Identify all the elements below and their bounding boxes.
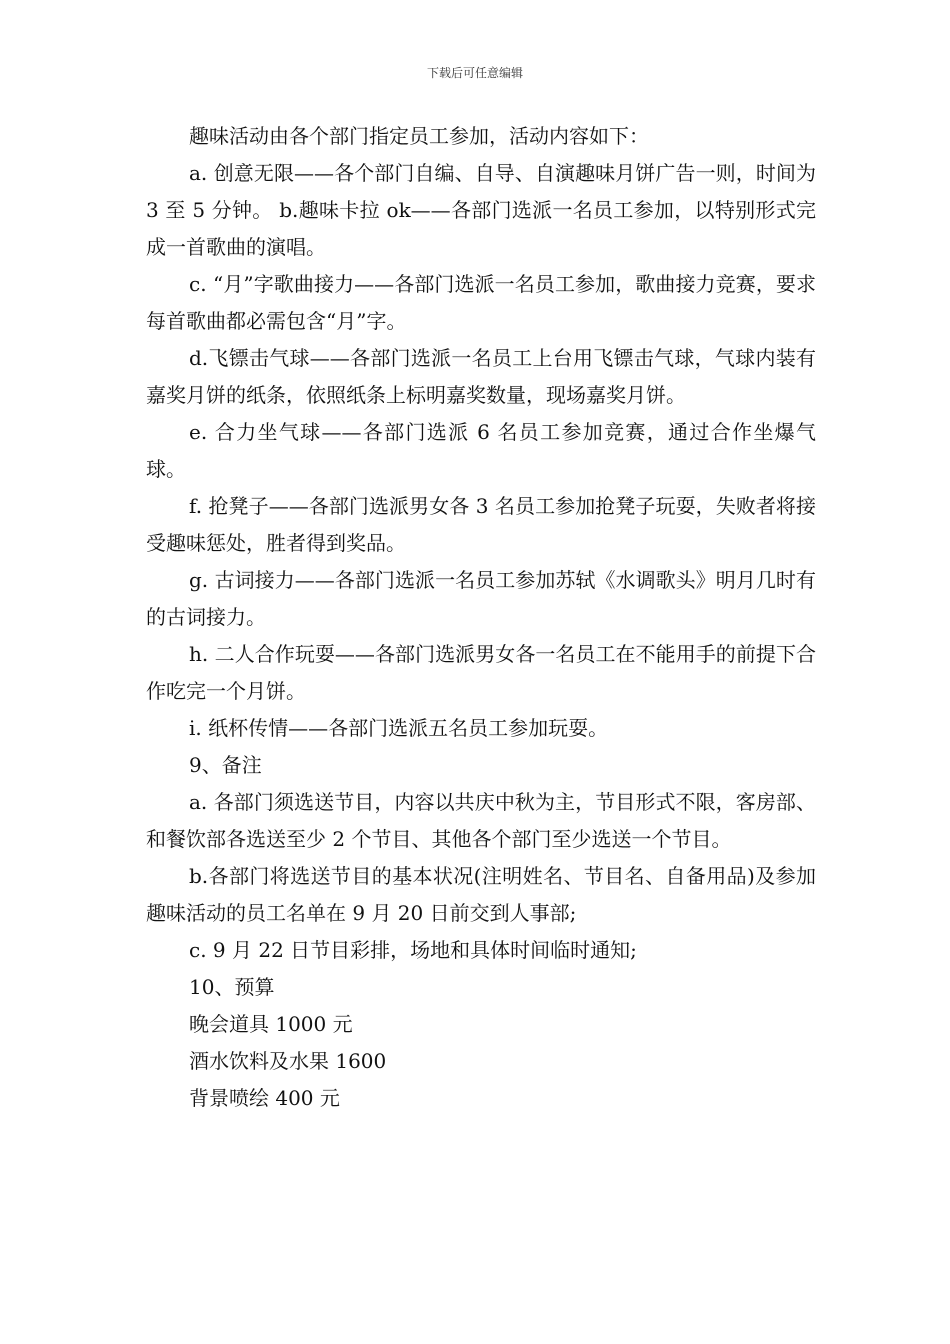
paragraph-item-f: f. 抢凳子——各部门选派男女各 3 名员工参加抢凳子玩耍，失败者将接受趣味惩处，胜者得到奖品。: [146, 494, 816, 555]
paragraph-item-h: h. 二人合作玩耍——各部门选派男女各一名员工在不能用手的前提下合作吃完一个月饼。: [146, 642, 816, 703]
paragraph-item-i: i. 纸杯传情——各部门选派五名员工参加玩耍。: [189, 716, 609, 740]
paragraph-item-e: e. 合力坐气球——各部门选派 6 名员工参加竞赛，通过合作坐爆气球。: [146, 420, 816, 481]
section-heading-budget: 10、预算: [189, 975, 275, 999]
paragraph-note-b: b.各部门将选送节目的基本状况(注明姓名、节目名、自备用品)及参加趣味活动的员工名单在 9 月 20 日前交到人事部;: [146, 864, 816, 925]
budget-item-props: 晚会道具 1000 元: [189, 1012, 353, 1036]
document-body: [146, 118, 816, 1117]
paragraph-item-c: c. “月”字歌曲接力——各部门选派一名员工参加，歌曲接力竞赛，要求每首歌曲都必需包含“月”字。: [146, 272, 816, 333]
paragraph-item-d: d.飞镖击气球——各部门选派一名员工上台用飞镖击气球，气球内装有嘉奖月饼的纸条，依照纸条上标明嘉奖数量，现场嘉奖月饼。: [146, 346, 816, 407]
budget-item-drinks: 酒水饮料及水果 1600: [189, 1049, 387, 1073]
paragraph-item-g: g. 古词接力——各部门选派一名员工参加苏轼《水调歌头》明月几时有的古词接力。: [146, 568, 816, 629]
paragraph-note-a: a. 各部门须选送节目，内容以共庆中秋为主，节目形式不限，客房部、和餐饮部各选送至少 2 个节目、其他各个部门至少选送一个节目。: [146, 790, 816, 851]
paragraph-activity-intro: 趣味活动由各个部门指定员工参加，活动内容如下：: [189, 124, 649, 148]
paragraph-item-a-b: a. 创意无限——各个部门自编、自导、自演趣味月饼广告一则，时间为 3 至 5 分钟。 b.趣味卡拉 ok——各部门选派一名员工参加，以特别形式完成一首歌曲的演唱。: [146, 161, 816, 259]
paragraph-note-c: c. 9 月 22 日节目彩排，场地和具体时间临时通知;: [189, 938, 637, 962]
budget-item-backdrop: 背景喷绘 400 元: [189, 1086, 340, 1110]
page-header-note: 下载后可任意编辑: [426, 66, 523, 80]
section-heading-notes: 9、备注: [189, 753, 262, 777]
